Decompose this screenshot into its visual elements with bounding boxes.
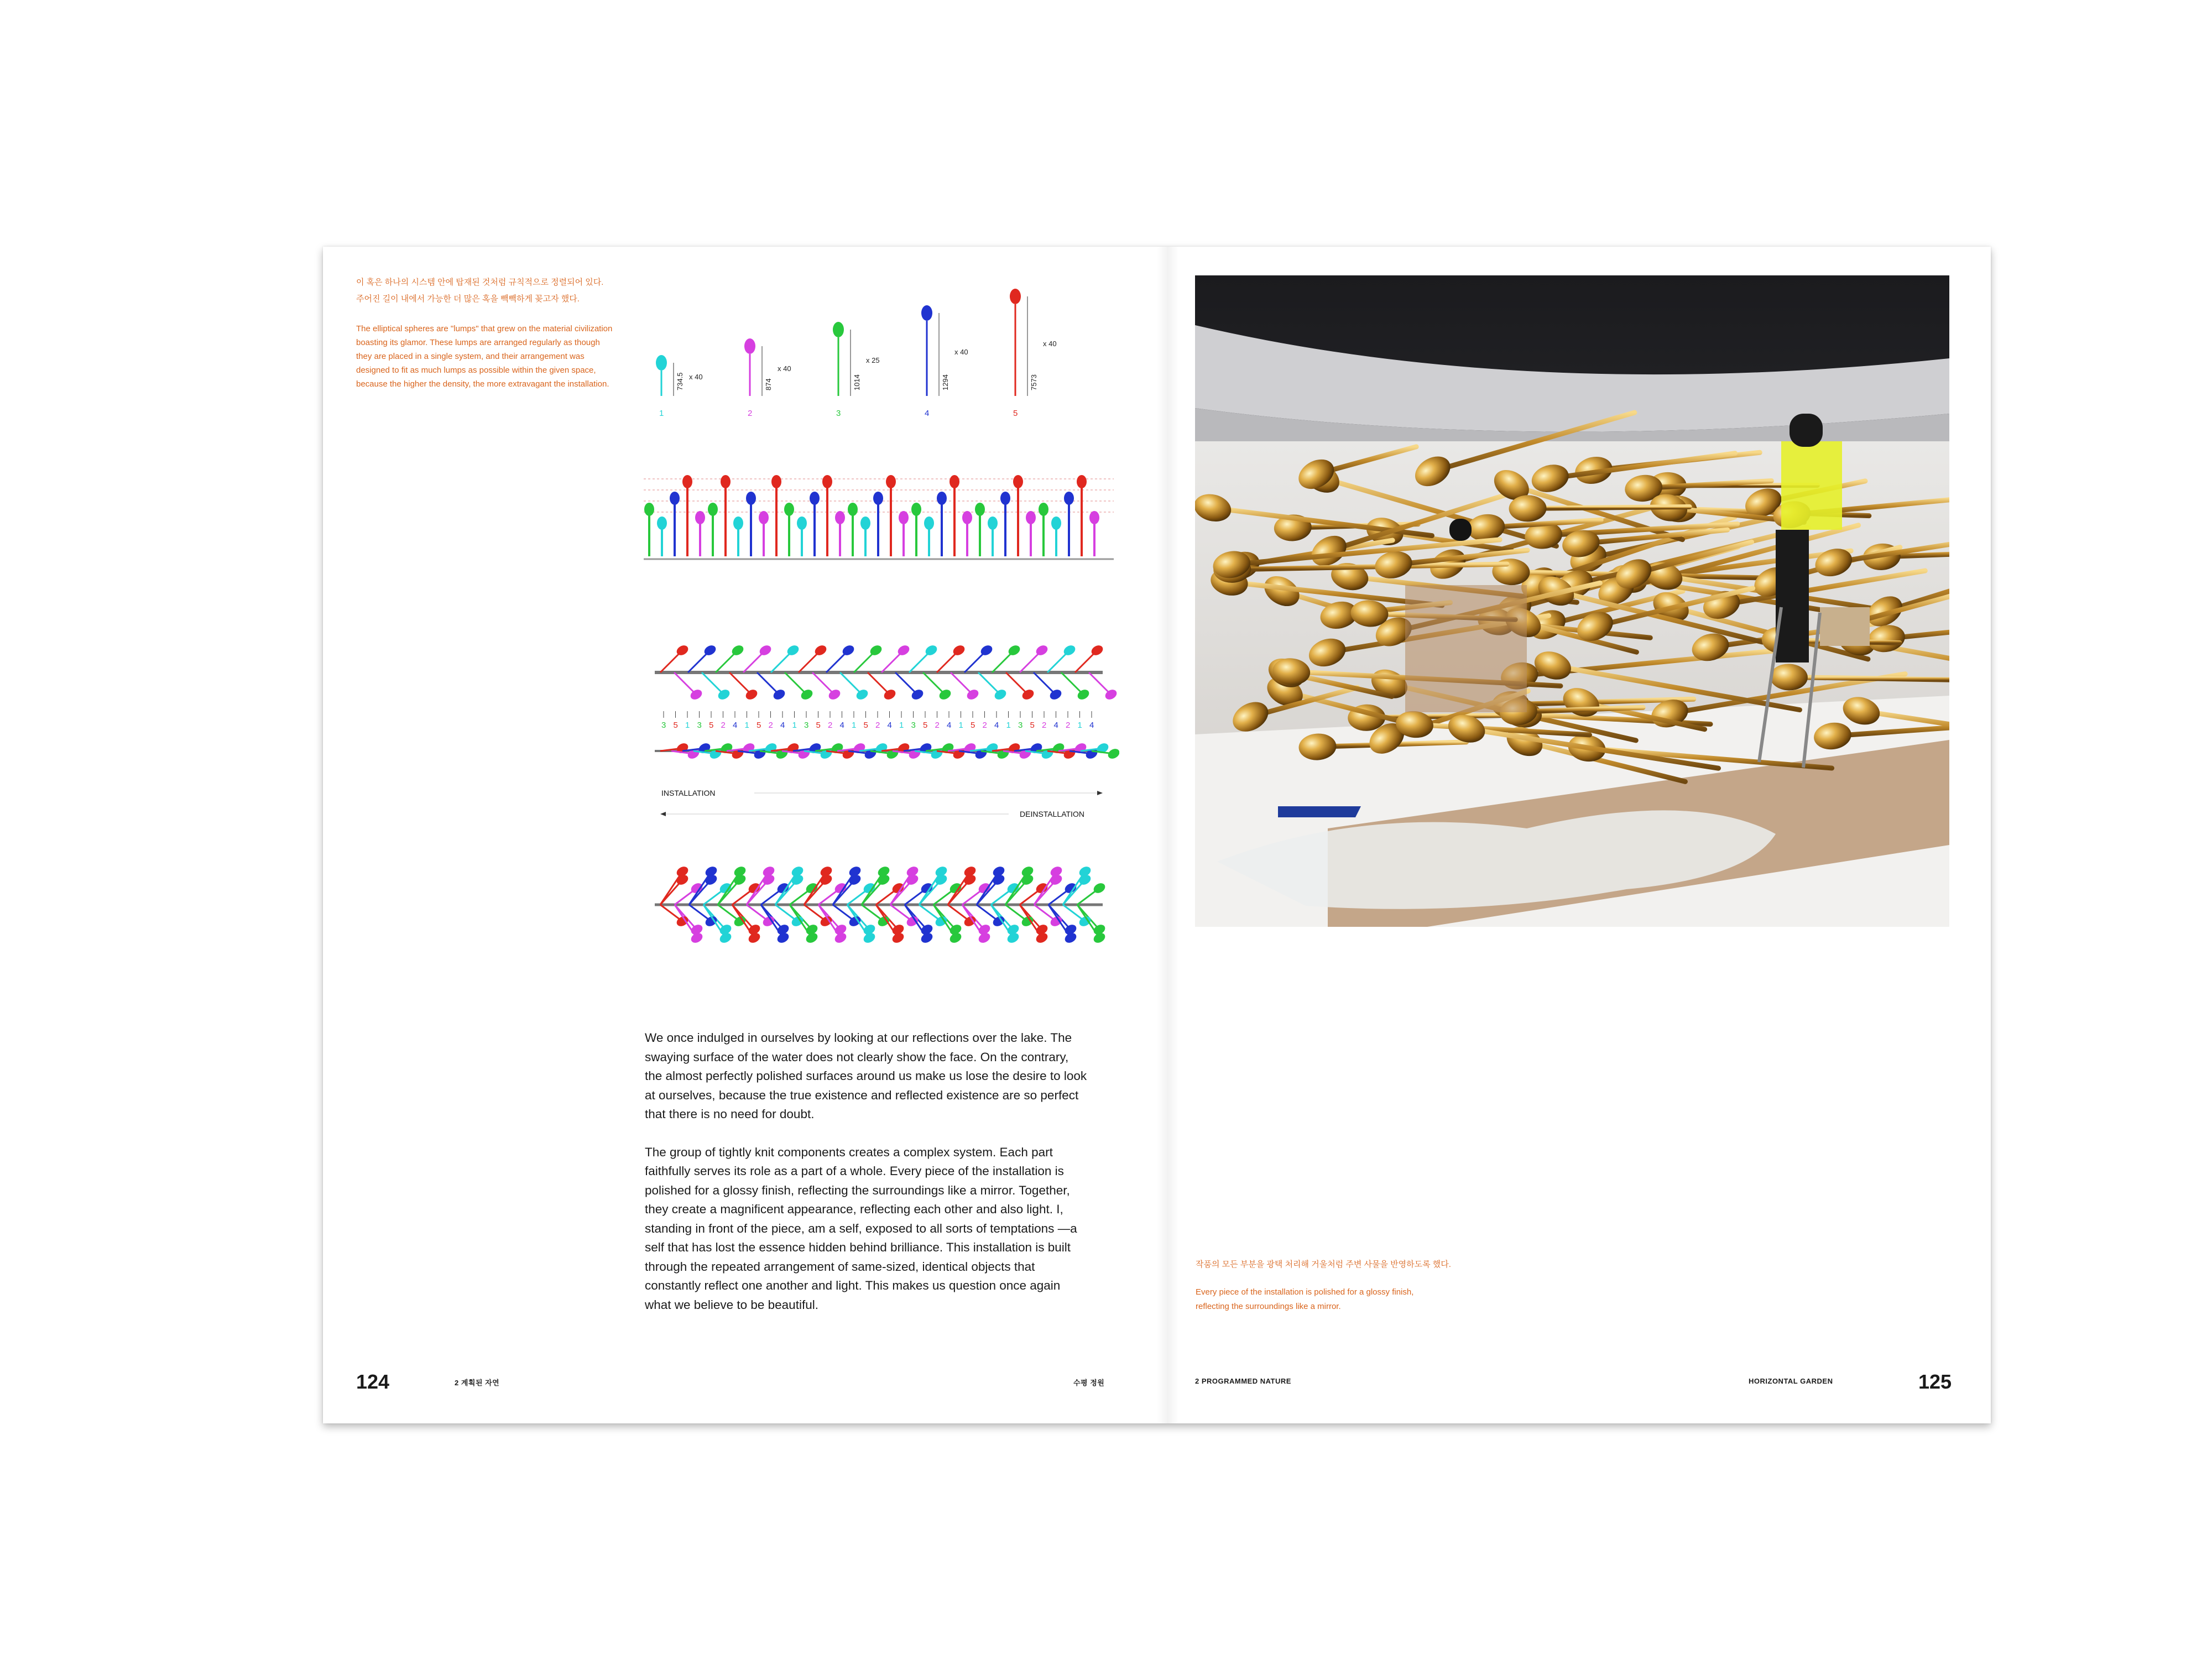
plan-stem <box>757 672 779 695</box>
body-paragraph-1: We once indulged in ourselves by looking at our reflections over the lake. The swaying surface of the water does not clearly show the face. On the contrary, the almost perfectly polished surfaces around us make us lose the desire to look at ourselves, because the true existence and reflected existence are so perfect that there is no need for doubt. <box>645 1031 1087 1121</box>
caption-english: The elliptical spheres are "lumps" that grew on the material civilization boasting its glamor. These lumps are arranged regularly as though they are placed in a single system, and their arrangement was designed to fit as much lumps as possible within the given space, because the higher the density, the more extravagant the installation. <box>356 324 613 389</box>
lump-type-dimension: 734.5 <box>676 372 684 390</box>
sequence-label: 4 <box>1053 721 1058 730</box>
sequence-label: 4 <box>994 721 999 730</box>
elevation-ball <box>937 492 947 505</box>
elevation-ball <box>1077 475 1087 488</box>
elevation-ball <box>797 517 807 530</box>
sequence-label: 2 <box>935 721 940 730</box>
sequence-label: 3 <box>911 721 916 730</box>
page-number-left: 124 <box>356 1370 390 1393</box>
body-paragraph-2: The group of tightly knit components creates a complex system. Each part faithfully serves its role as a part of a whole. Every piece of the installation is polished for a glossy finish, reflecting the surroundings like a mirror. Together, they create a magnificent appearance, reflecting each other and also light. I, standing in front of the piece, am a self, exposed to all sorts of temptations —a self that has lost the essence hidden behind brilliance. This installation is built through the repeated arrangement of same-sized, identical objects that constantly reflect one another and light. This makes us question once again what we believe to be beautiful. <box>645 1145 1077 1312</box>
plan-stem <box>674 672 696 695</box>
sequence-label: 3 <box>1018 721 1023 730</box>
elevation-ball <box>1089 511 1099 524</box>
elevation-ball <box>644 503 654 516</box>
plan-stem <box>729 672 752 695</box>
lump-type-dimension: 874 <box>764 378 773 390</box>
caption-korean-line-1: 이 혹은 하나의 시스템 안에 탑재된 것처럼 규칙적으로 정렬되어 있다. <box>356 278 604 287</box>
plan-stem <box>785 672 807 695</box>
lump-type-dimension: 1294 <box>941 374 950 390</box>
elevation-ball <box>860 517 870 530</box>
lump-type-count: x 40 <box>1043 340 1057 348</box>
elevation-view <box>644 475 1114 559</box>
sequence-label: 2 <box>982 721 987 730</box>
sequence-labels-row <box>661 711 1094 730</box>
sequence-label: 2 <box>875 721 880 730</box>
photo-caption-english-line-1: Every piece of the installation is polished for a glossy finish, <box>1196 1287 1414 1297</box>
plan-stem <box>1089 672 1111 695</box>
elevation-ball <box>733 517 743 530</box>
lump-type-ball <box>1010 289 1021 304</box>
body-text <box>645 1029 1087 1333</box>
installation-diagram <box>644 285 1119 1071</box>
lump-type-dimension: 1014 <box>853 374 861 390</box>
plan-stem <box>978 672 1000 695</box>
sequence-label: 5 <box>971 721 975 730</box>
plan-stem <box>895 672 917 695</box>
elevation-ball <box>962 511 972 524</box>
elevation-ball <box>759 511 769 524</box>
gold-rod <box>1528 507 1690 508</box>
sequence-label: 5 <box>709 721 714 730</box>
page-number-right: 125 <box>1918 1370 1952 1393</box>
elevation-ball <box>924 517 934 530</box>
elevation-ball <box>708 503 718 516</box>
elevation-ball <box>1039 503 1048 516</box>
deinstallation-label: DEINSTALLATION <box>1020 810 1084 818</box>
photo-caption-korean: 작품의 모든 부분을 광택 처리해 거울처럼 주변 사물을 반영하도록 했다. <box>1196 1260 1451 1269</box>
lump-type-number: 2 <box>748 409 753 418</box>
lump-type-count: x 40 <box>954 348 968 356</box>
sequence-label: 2 <box>1042 721 1047 730</box>
lump-type-number: 5 <box>1013 409 1018 418</box>
installation-photo-illustration <box>1195 275 1949 927</box>
sequence-label: 2 <box>1066 721 1071 730</box>
installation-label: INSTALLATION <box>661 789 716 797</box>
plan-stem <box>702 672 724 695</box>
elevation-ball <box>822 475 832 488</box>
lump-type-ball <box>921 305 932 321</box>
lump-type-count: x 40 <box>689 373 703 381</box>
plan-stem <box>1006 672 1028 695</box>
caption-korean-line-2: 주어진 길이 내에서 가능한 더 많은 혹을 빽빽하게 꽂고자 했다. <box>356 294 580 304</box>
running-head-left-section: 2 계획된 자연 <box>455 1379 500 1387</box>
sequence-label: 4 <box>1089 721 1094 730</box>
sequence-label: 5 <box>1030 721 1035 730</box>
sequence-label: 2 <box>768 721 773 730</box>
lump-types-row <box>656 289 1057 418</box>
plan-view-dense <box>655 865 1107 945</box>
lump-type-count: x 25 <box>866 356 880 364</box>
sequence-label: 2 <box>828 721 833 730</box>
lump-type-number: 4 <box>925 409 930 418</box>
elevation-ball <box>746 492 756 505</box>
plan-stem <box>660 872 682 905</box>
elevation-ball <box>873 492 883 505</box>
caption-korean <box>356 274 622 307</box>
elevation-ball <box>1026 511 1036 524</box>
photo-caption-english <box>1196 1285 1505 1314</box>
running-head-right-title: HORIZONTAL GARDEN <box>1749 1377 1833 1385</box>
sequence-label: 1 <box>744 721 749 730</box>
elevation-ball <box>771 475 781 488</box>
elevation-ball <box>950 475 959 488</box>
lump-type-number: 3 <box>836 409 841 418</box>
plan-stem <box>1034 672 1056 695</box>
sequence-label: 5 <box>863 721 868 730</box>
elevation-ball <box>899 511 909 524</box>
lump-type-count: x 40 <box>778 364 791 373</box>
sequence-label: 3 <box>804 721 809 730</box>
installation-arrows <box>660 789 1103 818</box>
lump-type-dimension: 7573 <box>1030 374 1038 390</box>
sequence-label: 4 <box>887 721 892 730</box>
book-gutter <box>1157 247 1179 1423</box>
elevation-ball <box>975 503 985 516</box>
plan-stem <box>951 672 973 695</box>
installation-photo <box>1195 275 1949 927</box>
sequence-label: 1 <box>899 721 904 730</box>
sequence-label: 3 <box>697 721 702 730</box>
sequence-label: 5 <box>923 721 928 730</box>
elevation-ball <box>911 503 921 516</box>
sequence-label: 2 <box>721 721 726 730</box>
elevation-ball <box>682 475 692 488</box>
sequence-label: 1 <box>852 721 857 730</box>
plan-view-compact <box>655 742 1119 761</box>
sequence-label: 1 <box>1077 721 1082 730</box>
lump-type-ball <box>744 338 755 354</box>
elevation-ball <box>1051 517 1061 530</box>
sequence-label: 4 <box>733 721 738 730</box>
sequence-label: 5 <box>816 721 821 730</box>
elevation-ball <box>835 511 845 524</box>
book-spread <box>323 247 1991 1423</box>
sequence-label: 5 <box>757 721 761 730</box>
sequence-label: 3 <box>661 721 666 730</box>
sequence-label: 4 <box>780 721 785 730</box>
elevation-ball <box>1000 492 1010 505</box>
elevation-ball <box>886 475 896 488</box>
sequence-label: 5 <box>673 721 678 730</box>
lump-type-number: 1 <box>659 409 664 418</box>
lump-type-ball <box>656 355 667 371</box>
sequence-label: 1 <box>1006 721 1011 730</box>
plan-stem <box>1061 672 1083 695</box>
elevation-ball <box>810 492 820 505</box>
elevation-ball <box>1013 475 1023 488</box>
elevation-ball <box>670 492 680 505</box>
sequence-label: 4 <box>839 721 844 730</box>
lump-type-ball <box>833 322 844 337</box>
photo-caption-english-line-2: reflecting the surroundings like a mirror. <box>1196 1302 1341 1311</box>
plan-stem <box>868 672 890 695</box>
sequence-label: 1 <box>792 721 797 730</box>
elevation-ball <box>784 503 794 516</box>
elevation-ball <box>1064 492 1074 505</box>
sequence-label: 1 <box>685 721 690 730</box>
running-head-right-section: 2 PROGRAMMED NATURE <box>1195 1377 1291 1385</box>
running-head-left-title: 수평 정원 <box>1073 1379 1105 1387</box>
elevation-ball <box>848 503 858 516</box>
plan-view-top <box>655 644 1119 702</box>
plan-stem <box>923 672 945 695</box>
elevation-ball <box>721 475 731 488</box>
elevation-ball <box>988 517 998 530</box>
sequence-label: 4 <box>947 721 952 730</box>
plan-stem <box>812 672 834 695</box>
elevation-ball <box>657 517 667 530</box>
elevation-ball <box>695 511 705 524</box>
plan-stem <box>840 672 862 695</box>
sequence-label: 1 <box>958 721 963 730</box>
